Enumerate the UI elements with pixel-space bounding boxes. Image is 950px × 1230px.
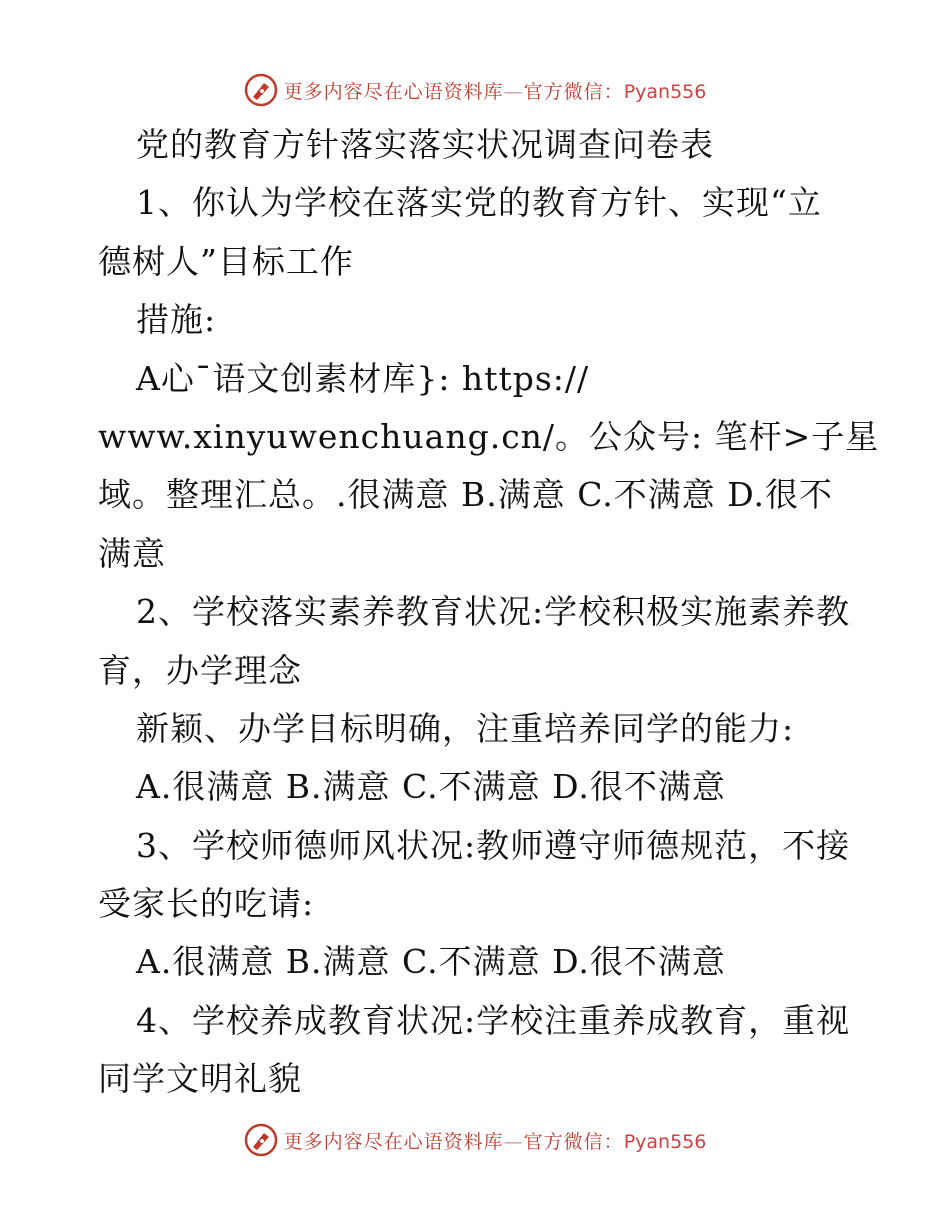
question-1-line-5: www.xinyuwenchuang.cn/。公众号: 笔杆>子星 bbox=[98, 416, 880, 456]
pen-nib-logo-icon bbox=[244, 73, 278, 107]
question-2-line-3: 新颖、办学目标明确，注重培养同学的能力: bbox=[136, 708, 795, 748]
question-1-line-4: A心¯语文创素材库}: https:// bbox=[136, 358, 590, 398]
question-1-line-1: 1、你认为学校在落实党的教育方针、实现“立 bbox=[136, 183, 822, 223]
footer-watermark bbox=[0, 1120, 950, 1160]
question-3-line-2: 受家长的吃请: bbox=[98, 884, 315, 924]
question-1-options: 域。整理汇总。.很满意 B.满意 C.不满意 D.很不 bbox=[98, 475, 834, 515]
pen-nib-logo-icon bbox=[244, 1123, 278, 1157]
question-3-line-1: 3、学校师德师风状况:教师遵守师德规范，不接 bbox=[136, 825, 851, 865]
document-title: 党的教育方针落实落实状况调查问卷表 bbox=[136, 125, 714, 164]
question-1-line-3: 措施: bbox=[136, 300, 217, 340]
question-2-line-2: 育，办学理念 bbox=[98, 650, 302, 690]
watermark-text: 更多内容尽在心语资料库—官方微信：Pyan556 bbox=[283, 80, 707, 103]
document-body bbox=[98, 116, 880, 1109]
question-4-line-1: 4、学校养成教育状况:学校注重养成教育，重视 bbox=[136, 1000, 851, 1040]
question-1-line-2: 德树人”目标工作 bbox=[98, 241, 354, 281]
question-4-line-2: 同学文明礼貌 bbox=[98, 1059, 302, 1099]
watermark-text: 更多内容尽在心语资料库—官方微信：Pyan556 bbox=[283, 1130, 707, 1153]
question-1-options-cont: 满意 bbox=[98, 533, 166, 573]
header-watermark bbox=[0, 70, 950, 110]
question-2-options: A.很满意 B.满意 C.不满意 D.很不满意 bbox=[136, 767, 726, 807]
question-2-line-1: 2、学校落实素养教育状况:学校积极实施素养教 bbox=[136, 592, 851, 632]
question-3-options: A.很满意 B.满意 C.不满意 D.很不满意 bbox=[136, 942, 726, 982]
